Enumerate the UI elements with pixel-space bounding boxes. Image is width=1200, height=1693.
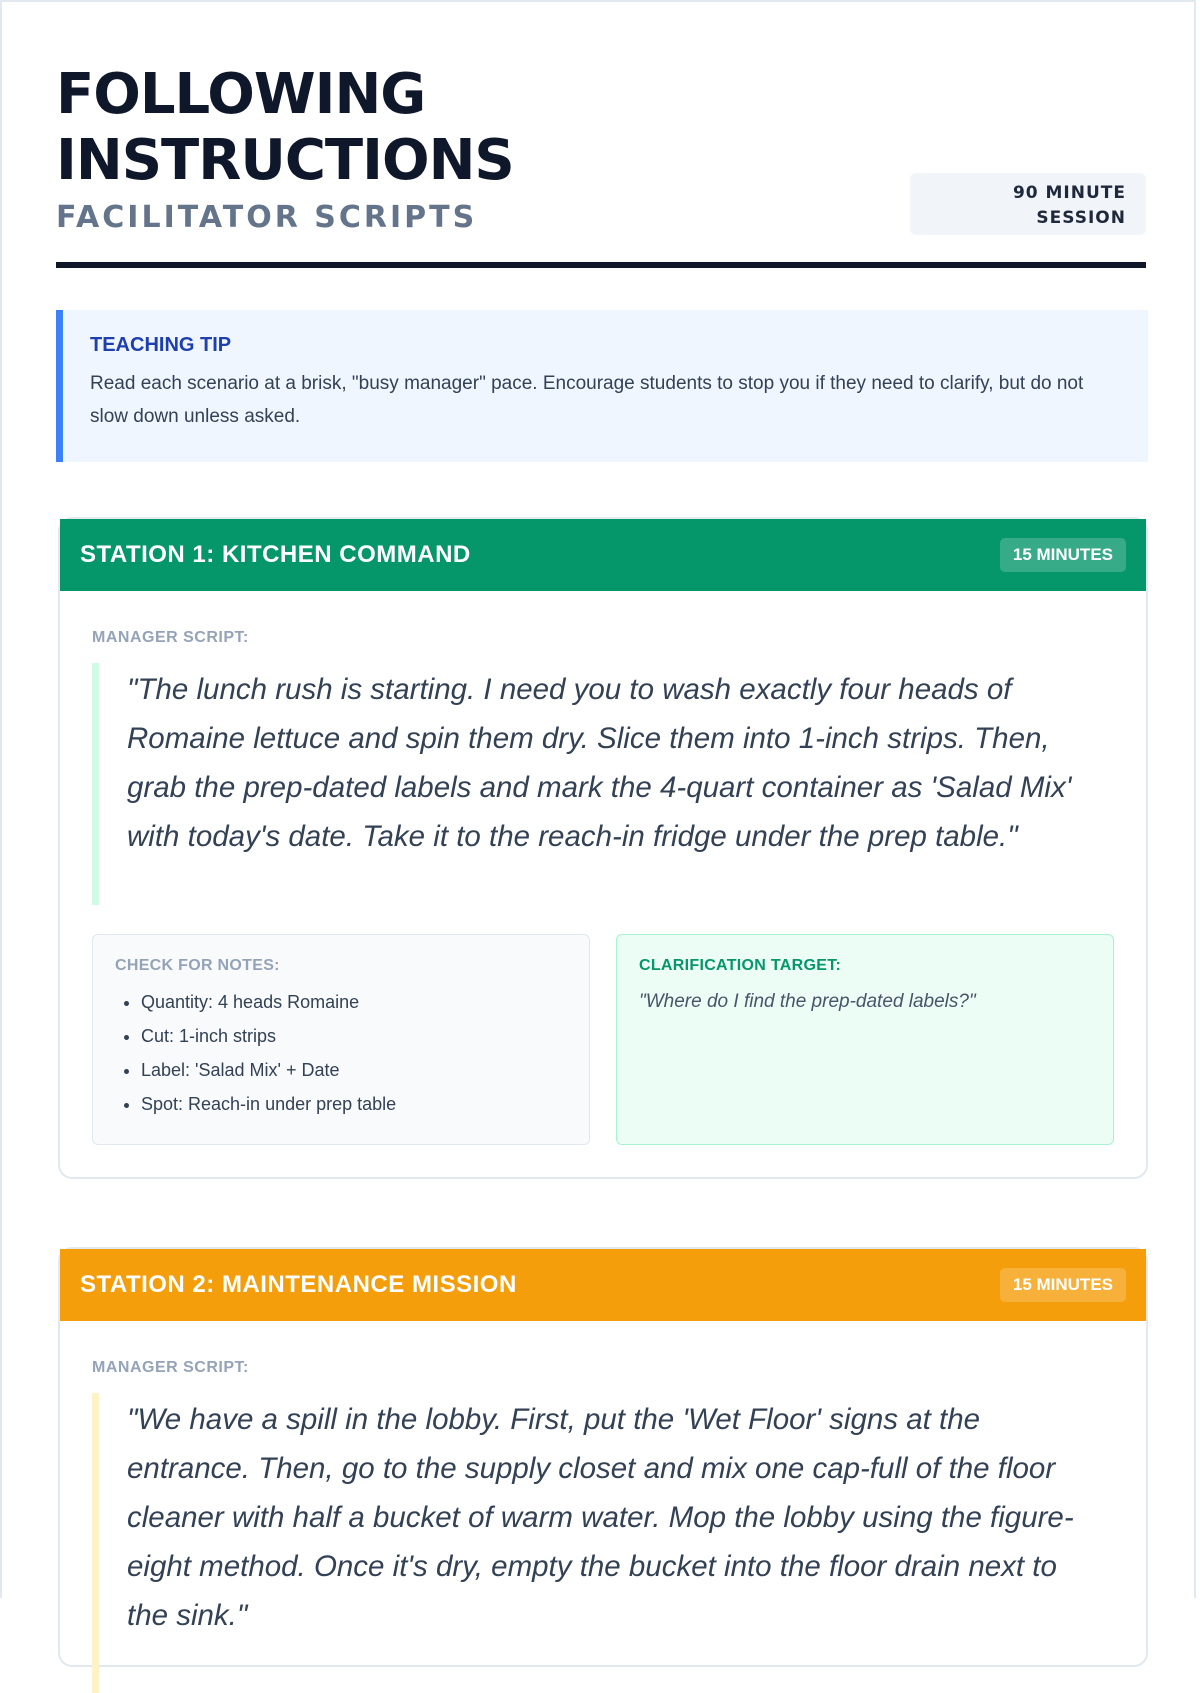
station-header xyxy=(60,519,1146,591)
note-item: • Cut: 1-inch strips xyxy=(141,1019,567,1053)
page-title-line-2: INSTRUCTIONS xyxy=(56,128,514,193)
page-subtitle: FACILITATOR SCRIPTS xyxy=(56,200,478,235)
note-item: • Spot: Reach-in under prep table xyxy=(141,1087,567,1121)
duration-badge: 15 MINUTES xyxy=(1000,538,1126,572)
clarification-target-text: "Where do I find the prep-dated labels?" xyxy=(639,991,976,1012)
teaching-tip-heading: TEACHING TIP xyxy=(90,334,232,356)
header xyxy=(56,62,1146,268)
manager-script-label: MANAGER SCRIPT: xyxy=(92,1359,249,1376)
teaching-tip xyxy=(56,310,1148,462)
station-card-2 xyxy=(58,1247,1148,1667)
station-header xyxy=(60,1249,1146,1321)
check-for-notes-label: CHECK FOR NOTES: xyxy=(115,957,280,974)
check-for-notes-box xyxy=(92,934,590,1145)
clarification-target-label: CLARIFICATION TARGET: xyxy=(639,957,842,974)
teaching-tip-text: Read each scenario at a brisk, "busy manager" pace. Encourage students to stop you if they need to clarify, but do not slow down unless asked. xyxy=(90,373,1084,427)
session-badge-line-2: SESSION xyxy=(1036,208,1126,228)
manager-script-label: MANAGER SCRIPT: xyxy=(92,629,249,646)
manager-script-quote: "We have a spill in the lobby. First, put the 'Wet Floor' signs at the entrance. Then, go to the supply closet and mix one cap-full of the floor cleaner with half a bucket of warm water. Mop the lobby using the figure-eight method. Once it's dry, empty the bucket into the floor drain next to the sink." xyxy=(92,1393,1092,1693)
manager-script-quote: "The lunch rush is starting. I need you to wash exactly four heads of Romaine lettuce and spin them dry. Slice them into 1-inch strips. Then, grab the prep-dated labels and mark the 4-quart container as 'Salad Mix' with today's date. Take it to the reach-in fridge under the prep table." xyxy=(92,663,1092,905)
duration-badge: 15 MINUTES xyxy=(1000,1268,1126,1302)
note-item: • Label: 'Salad Mix' + Date xyxy=(141,1053,567,1087)
page-title-line-1: FOLLOWING xyxy=(56,62,426,127)
notes-list xyxy=(115,985,567,1121)
station-title: STATION 1: KITCHEN COMMAND xyxy=(80,541,471,568)
session-length-badge xyxy=(910,173,1146,235)
note-item: • Quantity: 4 heads Romaine xyxy=(141,985,567,1019)
session-badge-line-1: 90 MINUTE xyxy=(1012,183,1126,203)
station-card-1 xyxy=(58,517,1148,1179)
clarification-target-box xyxy=(616,934,1114,1145)
station-title: STATION 2: MAINTENANCE MISSION xyxy=(80,1271,517,1298)
